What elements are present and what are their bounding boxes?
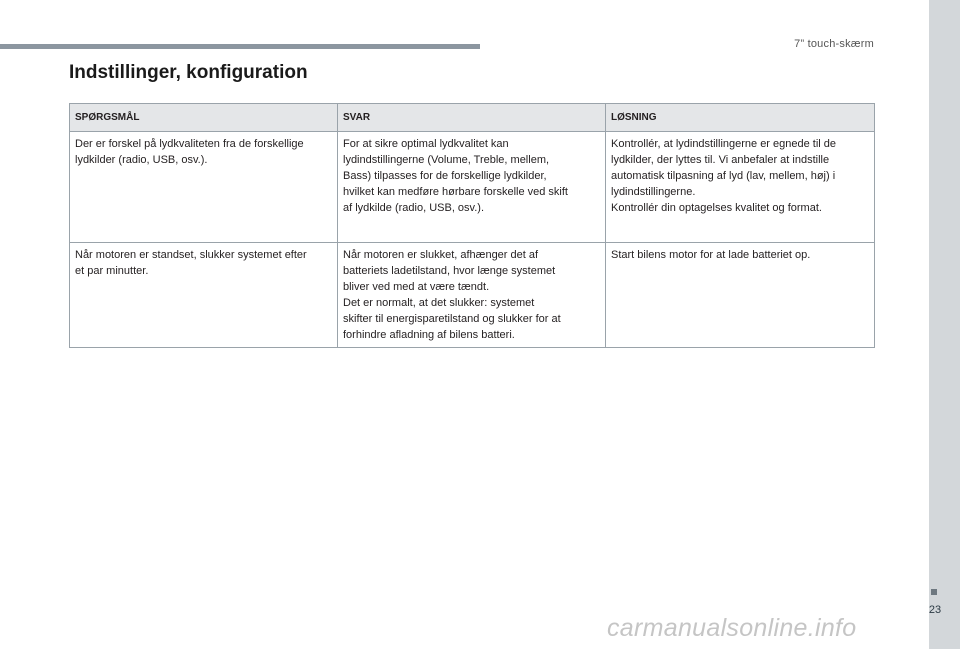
table-row — [70, 243, 875, 348]
text-line: lydindstillingerne (Volume, Treble, mellem, — [343, 154, 550, 166]
text-line: lydkilder, der lyttes til. Vi anbefaler at indstille — [611, 154, 830, 166]
column-header-solution: LØSNING — [606, 104, 875, 132]
page-marker-square — [931, 589, 937, 595]
text-line: Det er normalt, at det slukker: systemet — [343, 297, 535, 309]
text-line: Når motoren er standset, slukker systemet efter — [75, 249, 307, 261]
table-header-row — [70, 104, 875, 132]
page-title: Indstillinger, konfiguration — [69, 62, 308, 83]
column-header-question: SPØRGSMÅL — [70, 104, 338, 132]
text-line: forhindre afladning af bilens batteri. — [343, 329, 515, 341]
text-line: For at sikre optimal lydkvalitet kan — [343, 138, 509, 150]
text-line: Bass) tilpasses for de forskellige lydkilder, — [343, 170, 547, 182]
text-line: lydkilder (radio, USB, osv.). — [75, 154, 208, 166]
table-row — [70, 132, 875, 243]
text-line: Der er forskel på lydkvaliteten fra de forskellige — [75, 138, 304, 150]
header-rule — [0, 44, 480, 49]
question-cell — [70, 243, 338, 348]
text-line: Kontrollér din optagelses kvalitet og format. — [611, 202, 822, 214]
text-line: af lydkilde (radio, USB, osv.). — [343, 202, 485, 214]
watermark: carmanualsonline.info — [607, 614, 857, 642]
text-line: hvilket kan medføre hørbare forskelle ved skift — [343, 186, 568, 198]
text-line: bliver ved med at være tændt. — [343, 281, 490, 293]
text-line: Kontrollér, at lydindstillingerne er egnede til de — [611, 138, 837, 150]
text-line: automatisk tilpasning af lyd (lav, mellem, høj) i — [611, 170, 836, 182]
solution-cell — [606, 243, 875, 348]
column-header-answer: SVAR — [338, 104, 606, 132]
solution-cell — [606, 132, 875, 243]
side-bar — [929, 0, 960, 649]
text-line: skifter til energisparetilstand og slukker for at — [343, 313, 561, 325]
answer-cell — [338, 132, 606, 243]
text-line: batteriets ladetilstand, hvor længe systemet — [343, 265, 556, 277]
text-line: Når motoren er slukket, afhænger det af — [343, 249, 539, 261]
section-title: 7” touch-skærm — [794, 38, 874, 50]
text-line: lydindstillingerne. — [611, 186, 696, 198]
text-line: Start bilens motor for at lade batteriet op. — [611, 249, 811, 261]
faq-table — [69, 103, 875, 348]
text-line: et par minutter. — [75, 265, 149, 277]
page-number: 23 — [928, 604, 942, 616]
question-cell — [70, 132, 338, 243]
answer-cell — [338, 243, 606, 348]
